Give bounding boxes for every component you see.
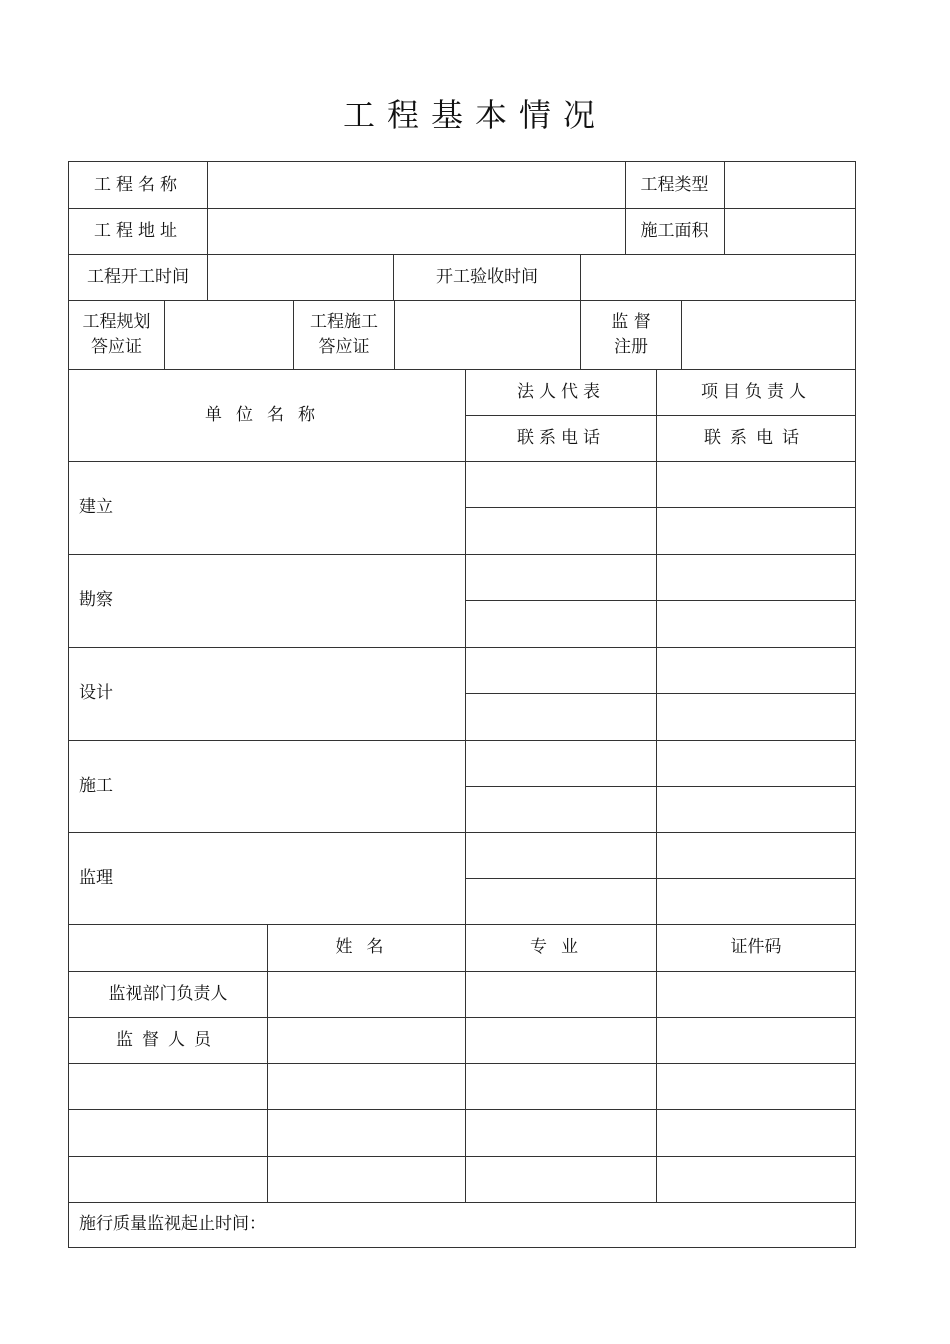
col-divider bbox=[465, 369, 466, 1202]
contact-phone-header: 联系电话 bbox=[517, 427, 605, 448]
specialty-header: 专业 bbox=[530, 937, 592, 957]
certificate-header: 证件码 bbox=[730, 937, 782, 957]
project-name-label: 工程名称 bbox=[94, 174, 182, 195]
row-divider bbox=[465, 786, 855, 787]
unit-label-supervision: 监理 bbox=[79, 867, 113, 888]
unit-label-construction: 施工 bbox=[79, 775, 113, 796]
dept-head-label: 监视部门负责人 bbox=[108, 983, 228, 1004]
start-time-field[interactable] bbox=[208, 254, 393, 300]
row-divider bbox=[465, 878, 855, 879]
start-acceptance-time-field[interactable] bbox=[581, 254, 855, 300]
row-divider bbox=[465, 693, 855, 694]
row-divider bbox=[465, 600, 855, 601]
col-divider bbox=[656, 369, 657, 1202]
supervision-registration-field[interactable] bbox=[682, 300, 855, 369]
row-divider bbox=[69, 1156, 855, 1157]
project-address-label: 工程地址 bbox=[94, 220, 182, 241]
project-name-field[interactable] bbox=[208, 162, 625, 208]
row-divider bbox=[69, 1109, 855, 1110]
project-info-form bbox=[68, 161, 856, 1248]
unit-label-survey: 勘察 bbox=[79, 590, 113, 610]
name-header: 姓名 bbox=[335, 937, 398, 957]
unit-label-design: 设计 bbox=[79, 683, 113, 703]
unit-label-construction-party: 建立 bbox=[79, 497, 113, 517]
planning-permit-label: 工程规划 答应证 bbox=[82, 311, 151, 357]
unit-name-header: 单位名称 bbox=[205, 404, 329, 425]
legal-rep-header: 法人代表 bbox=[517, 381, 605, 402]
construction-permit-label: 工程施工 答应证 bbox=[310, 311, 378, 357]
supervisor-label: 监督人员 bbox=[116, 1029, 220, 1050]
project-type-field[interactable] bbox=[725, 162, 855, 208]
project-address-field[interactable] bbox=[208, 208, 625, 254]
row-divider bbox=[69, 1063, 855, 1064]
contact-phone-header: 联系电话 bbox=[704, 427, 808, 448]
start-time-label: 工程开工时间 bbox=[87, 266, 189, 287]
project-type-label: 工程类型 bbox=[640, 174, 709, 195]
start-acceptance-time-label: 开工验收时间 bbox=[436, 266, 538, 287]
project-manager-header: 项目负责人 bbox=[701, 381, 811, 402]
construction-area-field[interactable] bbox=[725, 208, 855, 254]
page-title: 工程基本情况 bbox=[342, 96, 607, 134]
construction-permit-field[interactable] bbox=[395, 300, 581, 369]
row-divider bbox=[465, 507, 855, 508]
supervision-registration-label: 监 督 注册 bbox=[611, 311, 651, 357]
construction-area-label: 施工面积 bbox=[640, 220, 709, 241]
planning-permit-field[interactable] bbox=[165, 300, 293, 369]
supervision-period-label: 施行质量监视起止时间： bbox=[79, 1214, 266, 1234]
